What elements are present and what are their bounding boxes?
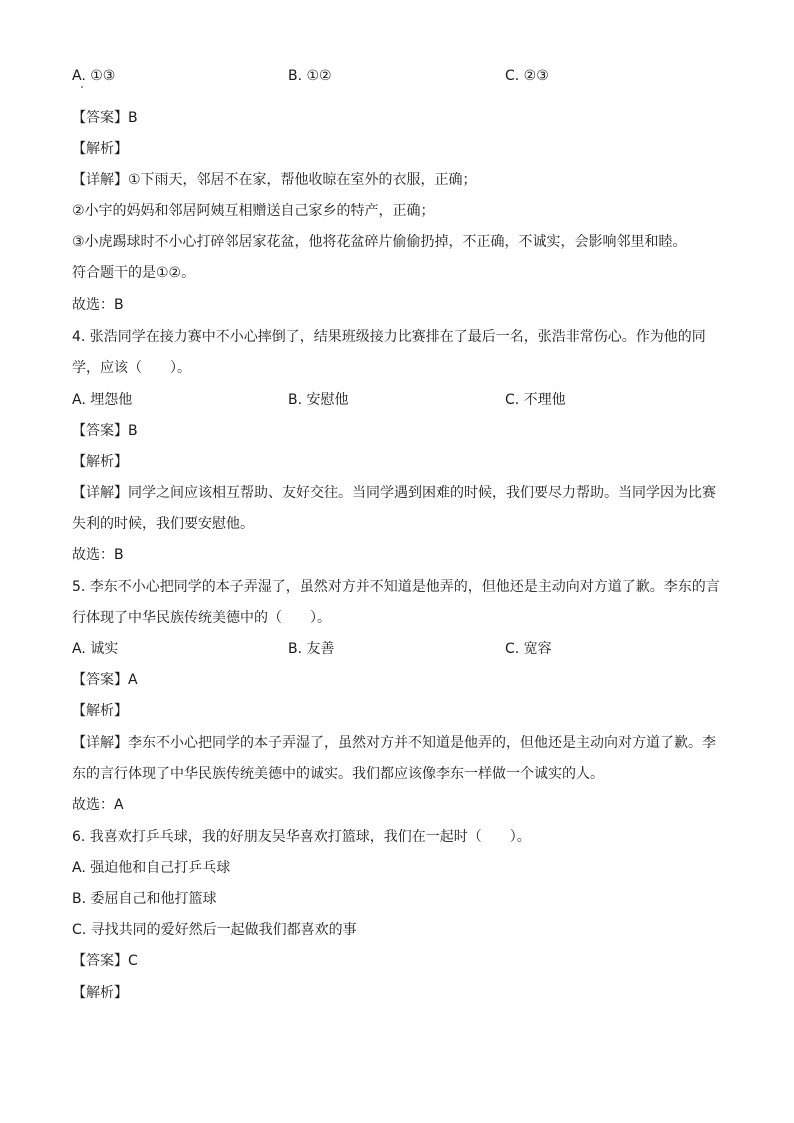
q6-option-c: C. 寻找共同的爱好然后一起做我们都喜欢的事 [72,922,357,938]
q3-choose: 故选：B [72,297,124,313]
q4-detail-line-1: 【详解】同学之间应该相互帮助、友好交往。当同学遇到困难的时候，我们要尽力帮助。当同学因为比赛 [72,485,716,501]
q3-detail-line-2: ②小宇的妈妈和邻居阿姨互相赠送自己家乡的特产，正确； [72,203,435,219]
q3-answer: 【答案】B [72,110,138,126]
q5-choose: 故选：A [72,797,124,813]
q5-answer: 【答案】A [72,672,138,688]
q5-detail-line-1: 【详解】李东不小心把同学的本子弄湿了，虽然对方并不知道是他弄的，但他还是主动向对方道了歉。李 [72,735,716,751]
q4-option-a: A. 埋怨他 [72,392,133,408]
q4-stem-line-1: 4. 张浩同学在接力赛中不小心摔倒了，结果班级接力比赛排在了最后一名，张浩非常伤心。作为他的同 [72,329,706,345]
q6-option-a: A. 强迫他和自己打乒乓球 [72,860,231,876]
q4-option-b: B. 安慰他 [288,392,349,408]
q3-analysis-heading: 【解析】 [72,141,128,157]
q5-option-a: A. 诚实 [72,641,119,657]
q5-analysis-heading: 【解析】 [72,703,128,719]
stray-dot-mark [81,86,83,88]
q4-answer: 【答案】B [72,423,138,439]
q5-option-b: B. 友善 [288,641,335,657]
q5-detail-line-2: 东的言行体现了中华民族传统美德中的诚实。我们都应该像李东一样做一个诚实的人。 [72,766,604,782]
q4-detail-line-2: 失利的时候，我们要安慰他。 [72,516,254,532]
q4-choose: 故选：B [72,547,124,563]
q5-stem-line-1: 5. 李东不小心把同学的本子弄湿了，虽然对方并不知道是他弄的，但他还是主动向对方道了歉。李东的言 [72,579,720,595]
q4-option-c: C. 不理他 [505,392,566,408]
q3-option-c: C. ②③ [505,68,549,84]
q3-option-b: B. ①② [288,68,332,84]
q5-stem-line-2: 行体现了中华民族传统美德中的（ ）。 [72,610,331,626]
q4-analysis-heading: 【解析】 [72,454,128,470]
q3-detail-line-3: ③小虎踢球时不小心打碎邻居家花盆，他将花盆碎片偷偷扔掉，不正确，不诚实，会影响邻里和睦。 [72,234,687,250]
q6-stem: 6. 我喜欢打乒乓球，我的好朋友吴华喜欢打篮球，我们在一起时（ ）。 [72,829,531,845]
q6-option-b: B. 委屈自己和他打篮球 [72,891,217,907]
q3-detail-line-4: 符合题干的是①②。 [72,265,196,281]
q6-analysis-heading: 【解析】 [72,985,128,1001]
q4-stem-line-2: 学，应该（ ）。 [72,360,191,376]
q3-detail-line-1: 【详解】①下雨天，邻居不在家，帮他收晾在室外的衣服，正确； [72,172,477,188]
q5-option-c: C. 宽容 [505,641,552,657]
q6-answer: 【答案】C [72,953,138,969]
q3-option-a: A. ①③ [72,68,116,84]
